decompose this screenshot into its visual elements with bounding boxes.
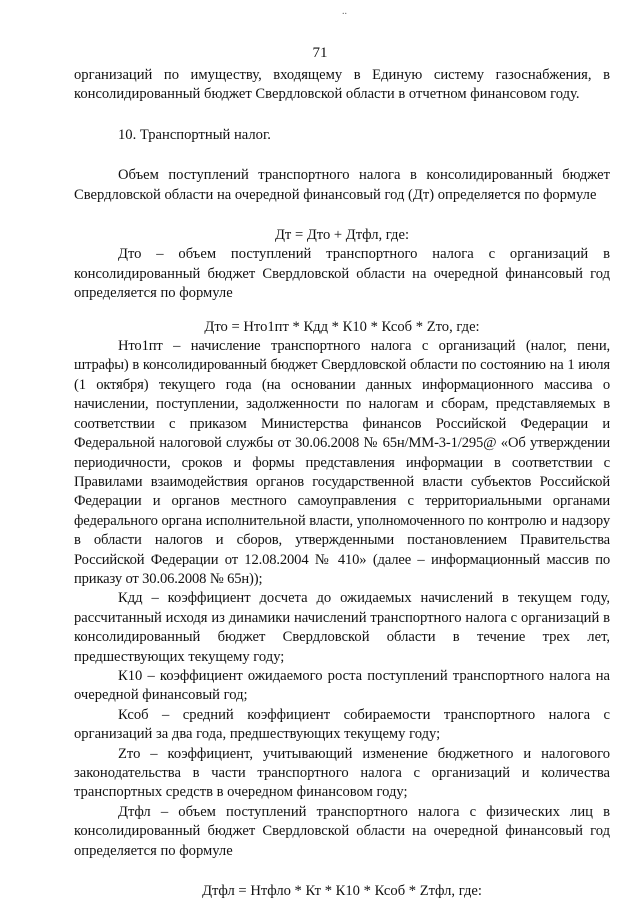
paragraph-ksob: Ксоб – средний коэффициент собираемости транспортного налога с организаций за два года, предшествующих текущему году; (74, 706, 610, 743)
scan-mark: .. (342, 6, 347, 17)
formula-dtfl: Дтфл = Нтфло * Кт * К10 * Ксоб * Zтфл, где: (202, 883, 482, 900)
paragraph-zto: Zто – коэффициент, учитывающий изменение бюджетного и налогового законодательства в части транспортного налога с организаций и количества транспортных средств в очередном финансовом году; (74, 745, 610, 801)
section-heading: 10. Транспортный налог. (118, 126, 271, 143)
paragraph-intro: Объем поступлений транспортного налога в консолидированный бюджет Свердловской области на очередной финансовый год (Дт) определяется по формуле (74, 167, 610, 203)
formula-dto: Дто = Нто1пт * Кдд * К10 * Ксоб * Zто, где: (204, 318, 480, 335)
paragraph-dtfl-definition: Дтфл – объем поступлений транспортного налога с физических лиц в консолидированный бюджет Свердловской области на очередной финансовый год определяется по формуле (74, 803, 610, 859)
paragraph-k10: К10 – коэффициент ожидаемого роста поступлений транспортного налога на очередной финансовый год; (74, 667, 610, 704)
paragraph-nto1pt: Нто1пт – начисление транспортного налога с организаций (налог, пени, штрафы) в консолидированный бюджет Свердловской области по состоянию на 1 июля (1 октября) текущего года (на основании данных информационного массива о начислении, поступлении, задолженности по налогам и сборам, представляемых в соответствии с приказом Министерства финансов Российской Федерации и Федеральной налоговой службы от 30.06.2008 № 65н/ММ-3-1/295@ «Об утверждении периодичности, сроков и формы представления информации в соответствии с Правилами взаимодействия органов государственной власти субъектов Российской Федерации и органов местного самоуправления с территориальными органами федерального органа исполнительной власти, уполномоченного по контролю и надзору в области налогов и сборов, утвержденными постановлением Правительства Российской Федерации от 12.08.2004 № 410» (далее – информационный массив по приказу от 30.06.2008 № 65н)); (74, 338, 610, 587)
paragraph-continuation: организаций по имуществу, входящему в Единую систему газоснабжения, в консолидированный бюджет Свердловской области в отчетном финансовом году. (74, 67, 610, 103)
formula-dt: Дт = Дто + Дтфл, где: (274, 227, 410, 244)
page-number: 71 (312, 45, 328, 61)
paragraph-dto-definition: Дто – объем поступлений транспортного налога с организаций в консолидированный бюджет Свердловской области на очередной финансовый год определяется по формуле (74, 246, 610, 302)
document-body (74, 66, 610, 901)
paragraph-kdd: Кдд – коэффициент досчета до ожидаемых начислений в текущем году, рассчитанный исходя из динамики начислений транспортного налога с организаций в консолидированный бюджет Свердловской области в течение трех лет, предшествующих текущему году; (74, 590, 610, 665)
